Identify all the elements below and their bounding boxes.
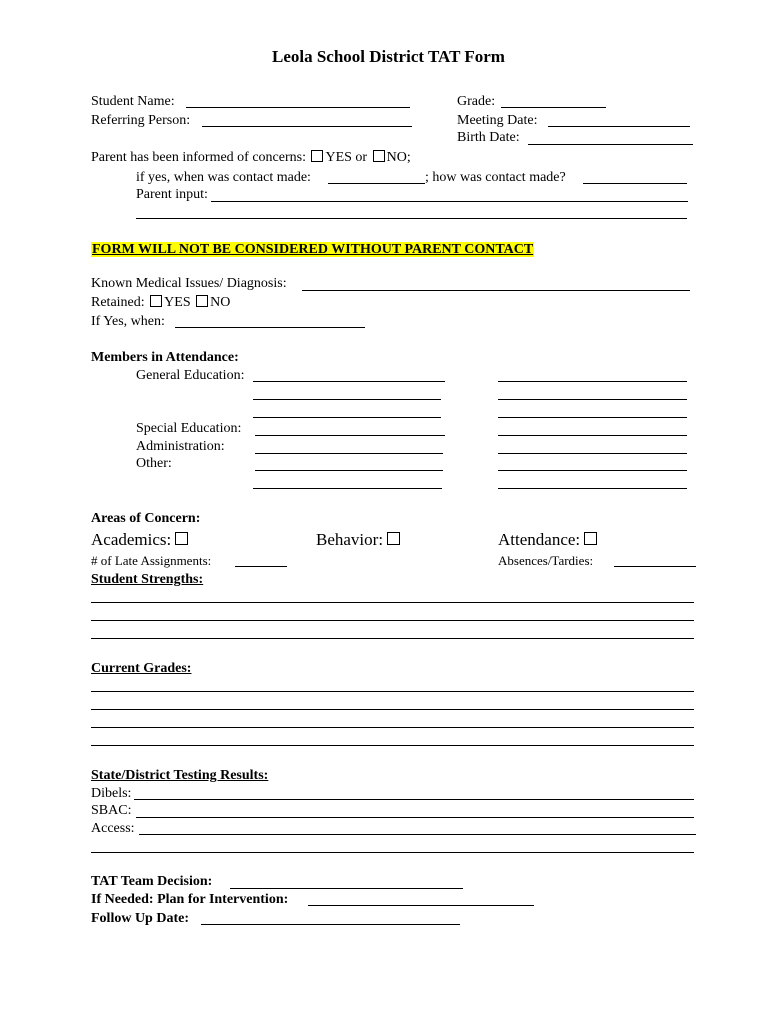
strengths-line-1[interactable] bbox=[91, 602, 694, 603]
dibels-label: Dibels: bbox=[91, 786, 132, 801]
other-label: Other: bbox=[136, 456, 172, 471]
retained-no-label: NO bbox=[210, 295, 231, 310]
testing-heading: State/District Testing Results: bbox=[91, 768, 269, 783]
birth-date-label: Birth Date: bbox=[457, 130, 520, 145]
absences-field[interactable] bbox=[614, 566, 696, 567]
attendance-label: Attendance: bbox=[498, 530, 581, 549]
medical-field[interactable] bbox=[302, 290, 690, 291]
decision-label: TAT Team Decision: bbox=[91, 874, 213, 889]
sbac-field[interactable] bbox=[136, 817, 694, 818]
academics-checkbox[interactable] bbox=[175, 532, 188, 545]
warning-text: FORM WILL NOT BE CONSIDERED WITHOUT PARENT CONTACT bbox=[92, 242, 534, 257]
contact-when-label: if yes, when was contact made: bbox=[136, 170, 311, 185]
if-yes-when-field[interactable] bbox=[175, 327, 365, 328]
parent-input-field-line-2[interactable] bbox=[136, 218, 687, 219]
members-heading: Members in Attendance: bbox=[91, 350, 239, 365]
testing-extra-line[interactable] bbox=[91, 852, 694, 853]
areas-heading: Areas of Concern: bbox=[91, 511, 201, 526]
administration-field-2[interactable] bbox=[498, 453, 687, 454]
parent-input-label: Parent input: bbox=[136, 187, 208, 202]
followup-field[interactable] bbox=[201, 924, 460, 925]
student-name-field[interactable] bbox=[186, 107, 410, 108]
late-assignments-label: # of Late Assignments: bbox=[91, 553, 212, 568]
general-ed-label: General Education: bbox=[136, 368, 245, 383]
academics-row bbox=[91, 531, 188, 549]
dibels-field[interactable] bbox=[134, 799, 694, 800]
parent-input-field[interactable] bbox=[211, 201, 688, 202]
absences-label: Absences/Tardies: bbox=[498, 553, 594, 568]
retained-yes-label: YES bbox=[164, 295, 191, 310]
strengths-line-2[interactable] bbox=[91, 620, 694, 621]
parent-informed-label: Parent has been informed of concerns: bbox=[91, 150, 306, 165]
other-field-3[interactable] bbox=[253, 488, 442, 489]
general-ed-field-5[interactable] bbox=[253, 417, 441, 418]
parent-informed-row bbox=[91, 150, 411, 166]
referring-person-field[interactable] bbox=[202, 126, 412, 127]
other-field-1[interactable] bbox=[255, 470, 443, 471]
general-ed-field-6[interactable] bbox=[498, 417, 687, 418]
student-name-label: Student Name: bbox=[91, 94, 175, 109]
grades-line-3[interactable] bbox=[91, 727, 694, 728]
parent-informed-yes-checkbox[interactable] bbox=[311, 150, 323, 162]
parent-informed-no-checkbox[interactable] bbox=[373, 150, 385, 162]
sbac-label: SBAC: bbox=[91, 803, 132, 818]
general-ed-field-4[interactable] bbox=[498, 399, 687, 400]
special-ed-field-2[interactable] bbox=[498, 435, 687, 436]
grades-heading: Current Grades: bbox=[91, 661, 192, 676]
access-label: Access: bbox=[91, 821, 135, 836]
birth-date-field[interactable] bbox=[528, 144, 693, 145]
administration-field-1[interactable] bbox=[255, 453, 443, 454]
medical-label: Known Medical Issues/ Diagnosis: bbox=[91, 276, 287, 291]
contact-how-field[interactable] bbox=[583, 183, 687, 184]
behavior-label: Behavior: bbox=[316, 530, 384, 549]
late-assignments-field[interactable] bbox=[235, 566, 287, 567]
parent-contact-warning bbox=[91, 240, 534, 258]
attendance-checkbox[interactable] bbox=[584, 532, 597, 545]
yes-or-label: YES or bbox=[325, 150, 368, 165]
grades-line-2[interactable] bbox=[91, 709, 694, 710]
retained-row bbox=[91, 295, 230, 311]
other-field-4[interactable] bbox=[498, 488, 687, 489]
meeting-date-label: Meeting Date: bbox=[457, 113, 538, 128]
grade-field[interactable] bbox=[501, 107, 606, 108]
behavior-row bbox=[316, 531, 400, 549]
strengths-heading: Student Strengths: bbox=[91, 572, 204, 587]
general-ed-field-1[interactable] bbox=[253, 381, 445, 382]
other-field-2[interactable] bbox=[498, 470, 687, 471]
general-ed-field-3[interactable] bbox=[253, 399, 441, 400]
referring-person-label: Referring Person: bbox=[91, 113, 191, 128]
grade-label: Grade: bbox=[457, 94, 496, 109]
access-field[interactable] bbox=[139, 834, 696, 835]
general-ed-field-2[interactable] bbox=[498, 381, 687, 382]
form-title: Leola School District TAT Form bbox=[272, 47, 505, 66]
decision-field[interactable] bbox=[230, 888, 463, 889]
contact-when-field[interactable] bbox=[328, 183, 425, 184]
attendance-row bbox=[498, 531, 597, 549]
plan-field[interactable] bbox=[308, 905, 534, 906]
grades-line-4[interactable] bbox=[91, 745, 694, 746]
if-yes-when-label: If Yes, when: bbox=[91, 314, 165, 329]
special-ed-field-1[interactable] bbox=[255, 435, 445, 436]
contact-how-label: ; how was contact made? bbox=[425, 170, 566, 185]
meeting-date-field[interactable] bbox=[548, 126, 690, 127]
academics-label: Academics: bbox=[91, 530, 172, 549]
retained-no-checkbox[interactable] bbox=[196, 295, 208, 307]
grades-line-1[interactable] bbox=[91, 691, 694, 692]
retained-label: Retained: bbox=[91, 295, 145, 310]
no-label: NO; bbox=[386, 150, 411, 165]
behavior-checkbox[interactable] bbox=[387, 532, 400, 545]
followup-label: Follow Up Date: bbox=[91, 911, 189, 926]
administration-label: Administration: bbox=[136, 439, 225, 454]
plan-label: If Needed: Plan for Intervention: bbox=[91, 892, 289, 907]
strengths-line-3[interactable] bbox=[91, 638, 694, 639]
special-ed-label: Special Education: bbox=[136, 421, 242, 436]
retained-yes-checkbox[interactable] bbox=[150, 295, 162, 307]
